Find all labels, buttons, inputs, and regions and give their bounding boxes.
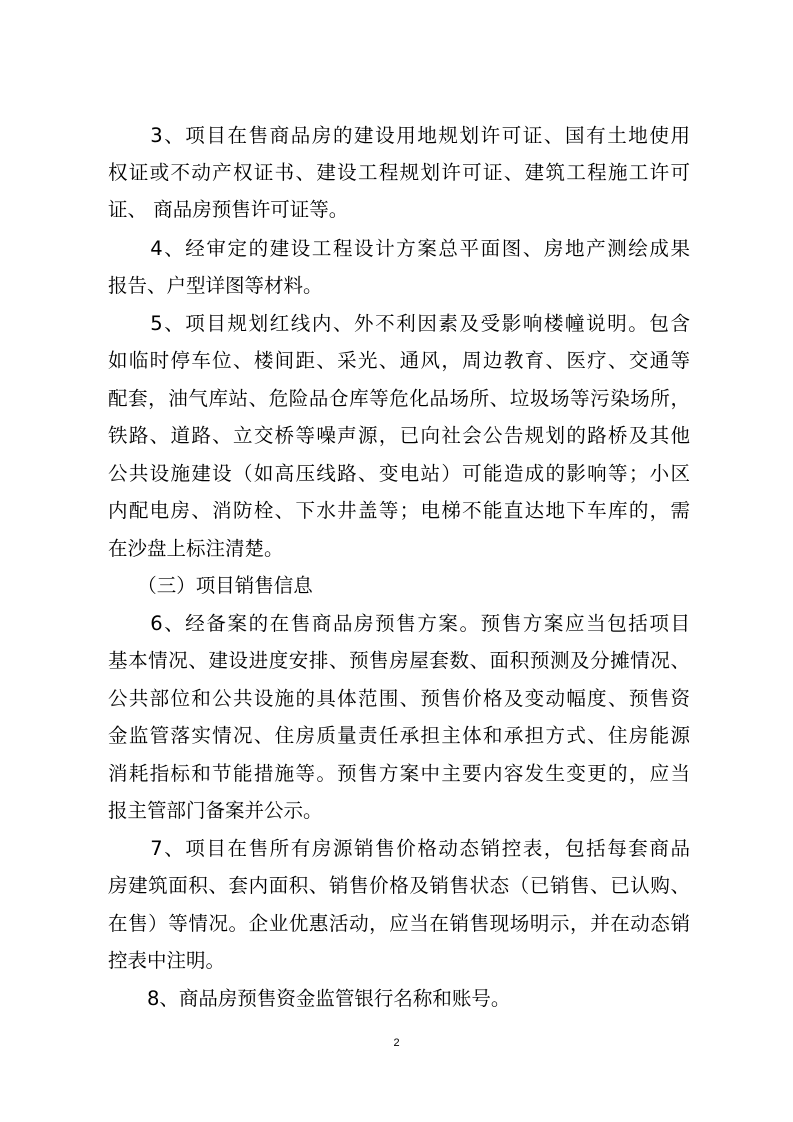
text-line: 8、商品房预售资金监管银行名称和账号。 xyxy=(108,987,511,1010)
text-line: 控表中注明。 xyxy=(108,949,226,972)
text-line: 铁路、道路、立交桥等噪声源，已向社会公告规划的路桥及其他 xyxy=(108,424,690,447)
text-line: 房建筑面积、套内面积、销售价格及销售状态（已销售、已认购、 xyxy=(108,874,690,897)
text-line: 基本情况、建设进度安排、预售房屋套数、面积预测及分摊情况、 xyxy=(108,649,690,672)
text-line: 6、经备案的在售商品房预售方案。预售方案应当包括项目 xyxy=(108,612,690,635)
text-line: 证、 商品房预售许可证等。 xyxy=(108,198,349,221)
text-line: 公共部位和公共设施的具体范围、预售价格及变动幅度、预售资 xyxy=(108,687,690,710)
text-line: 7、项目在售所有房源销售价格动态销控表，包括每套商品 xyxy=(108,837,690,860)
page-number: 2 xyxy=(393,1037,400,1049)
text-line: 4、经审定的建设工程设计方案总平面图、房地产测绘成果 xyxy=(108,237,690,260)
text-line: 金监管落实情况、住房质量责任承担主体和承担方式、住房能源 xyxy=(108,724,690,747)
text-line: 消耗指标和节能措施等。预售方案中主要内容发生变更的，应当 xyxy=(108,762,690,785)
text-line: 在沙盘上标注清楚。 xyxy=(108,537,284,560)
text-line: 内配电房、消防栓、下水井盖等；电梯不能直达地下车库的，需 xyxy=(108,499,690,522)
text-line: 公共设施建设（如高压线路、变电站）可能造成的影响等；小区 xyxy=(108,462,690,485)
text-line: 在售）等情况。企业优惠活动，应当在销售现场明示，并在动态销 xyxy=(108,912,690,935)
text-line: 报主管部门备案并公示。 xyxy=(108,799,323,822)
text-line: 配套，油气库站、危险品仓库等危化品场所、垃圾场等污染场所， xyxy=(108,387,690,410)
text-line: 权证或不动产权证书、建设工程规划许可证、建筑工程施工许可 xyxy=(108,161,690,184)
text-line: 3、项目在售商品房的建设用地规划许可证、国有土地使用 xyxy=(108,124,690,147)
section-heading: （三）项目销售信息 xyxy=(108,574,313,597)
text-line: 5、项目规划红线内、外不利因素及受影响楼幢说明。包含 xyxy=(108,312,690,335)
text-line: 报告、户型详图等材料。 xyxy=(108,274,323,297)
text-line: 如临时停车位、楼间距、采光、通风，周边教育、医疗、交通等 xyxy=(108,349,690,372)
